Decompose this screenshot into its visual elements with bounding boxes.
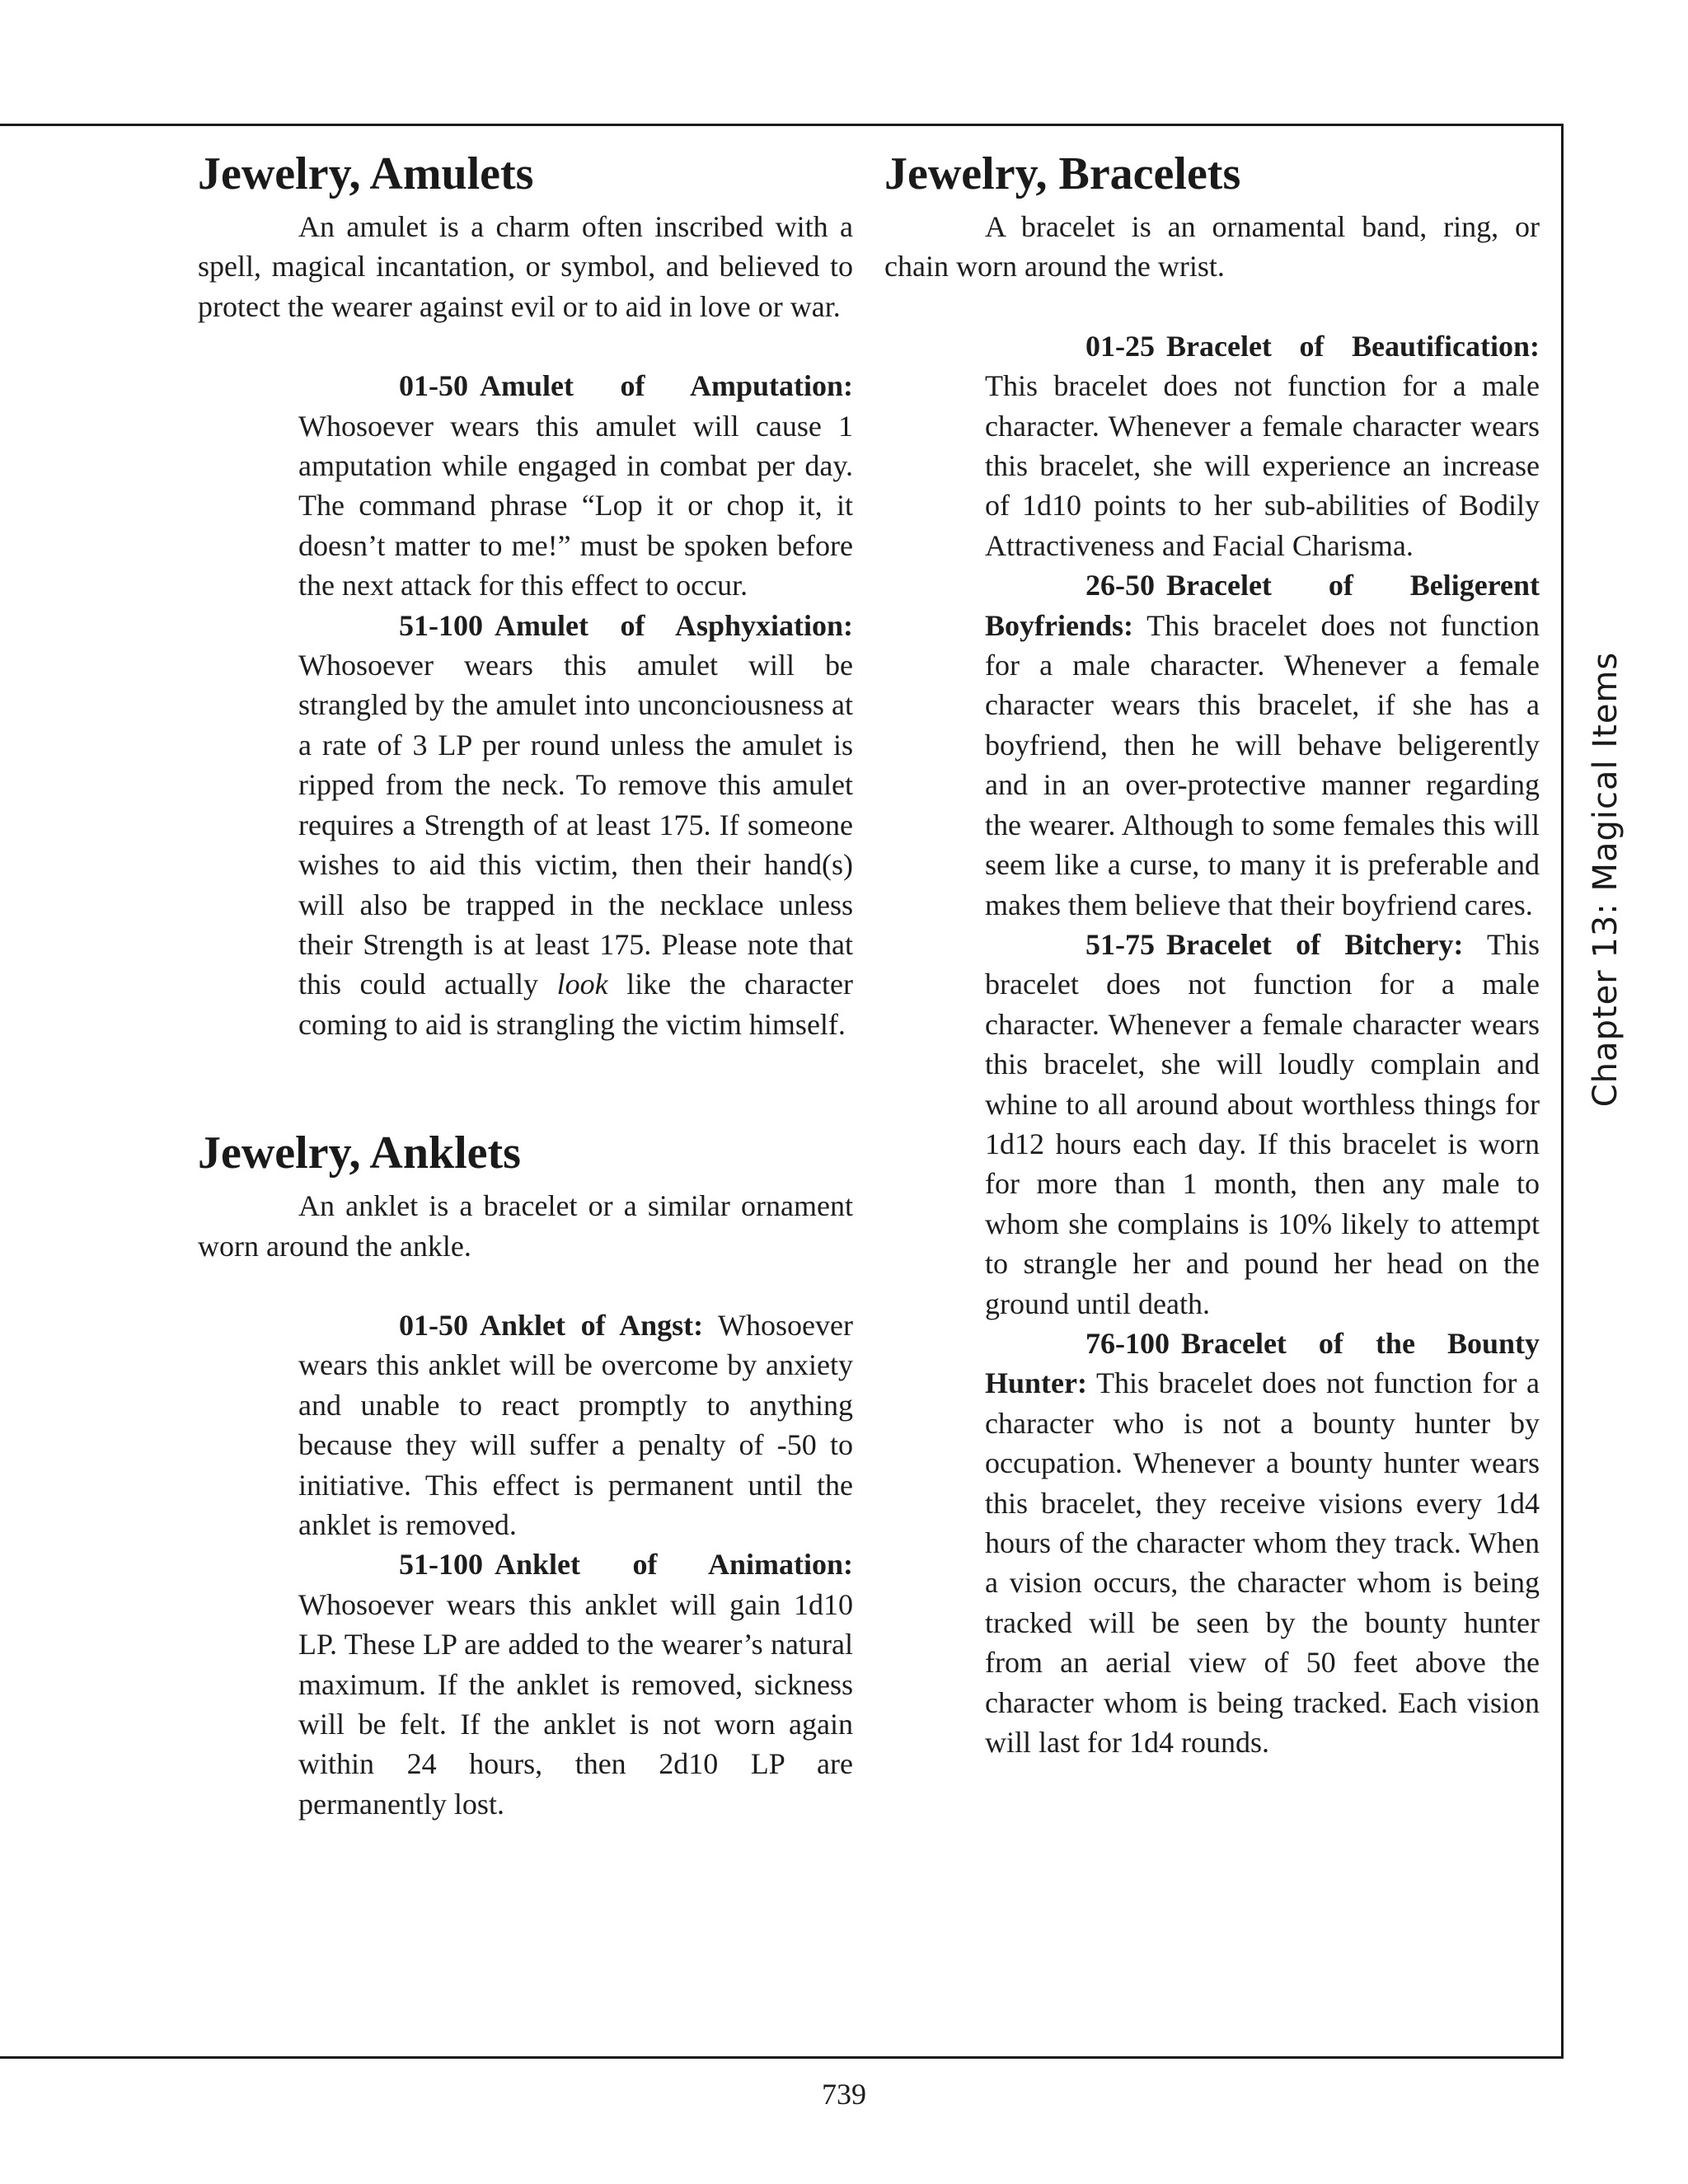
bracelets-section [884,144,1540,1762]
entry-description-continued: like the character coming to aid is strangling the victim himself. [298,968,853,1041]
section-title-bracelets: Jewelry, Bracelets [884,148,1241,199]
entry-roll-range: 01-50 [399,369,468,403]
section-intro-anklets: An anklet is a bracelet or a similar ornament worn around the ankle. [198,1189,853,1263]
entry-description: This bracelet does not function for a male character. Whenever a female character wears this bracelet, she will experience an increase of 1d10 points to her sub-abilities of Bodily Attractiveness and Facial Charisma. [985,369,1540,562]
entry-name: Amulet of Amputation: [480,369,853,403]
entry-description: Whosoever wears this amulet will cause 1 amputation while engaged in combat per day. The command phrase “Lop it or chop it, it doesn’t matter to me!” must be spoken before the next attack for this effect to occur. [298,409,853,602]
entry-bracelet-of-bitchery [985,925,1540,1324]
entry-name: Amulet of Asphyxiation: [495,608,853,642]
entry-description: Whosoever wears this anklet will be overcome by anxiety and unable to react promptly to anything because they will suffer a penalty of -50 to initiative. This effect is permanent until the anklet is removed. [298,1308,853,1541]
entry-emphasis: look [556,968,608,1001]
entry-name: Anklet of Animation: [495,1548,853,1582]
entry-anklet-of-animation [298,1544,853,1824]
entry-description: This bracelet does not function for a male character. Whenever a female character wears this bracelet, she will loudly complain and whine to all around about worthless things for 1d12 hours each day. If this bracelet is worn for more than 1 month, then any male to whom she complains is 10% likely to attempt to strangle her and pound her head on the ground until death. [985,927,1540,1320]
entry-name: Bracelet of Beautification: [1166,329,1540,363]
entry-roll-range: 51-100 [399,608,483,642]
section-title-amulets: Jewelry, Amulets [198,148,534,199]
bracelet-entries [985,326,1540,1763]
right-column [884,144,1540,1762]
page-border-top [0,124,1564,126]
entry-amulet-of-asphyxiation [298,606,853,1044]
entry-roll-range: 51-75 [1085,927,1155,961]
entry-description: This bracelet does not function for a character who is not a bounty hunter by occupation. Whenever a bounty hunter wears this bracelet, they receive visions every 1d4 hours of the character whom they track. When a vision occurs, the character whom is being tracked will be seen by the bounty hunter from an aerial view of 50 feet above the character whom is being tracked. Each vision will last for 1d4 rounds. [985,1366,1540,1760]
entry-roll-range: 01-25 [1085,329,1155,363]
section-title-anklets: Jewelry, Anklets [198,1127,521,1179]
entry-name: Bracelet of Beligerent Boyfriends: [985,569,1540,642]
entry-name: Bracelet of Bitchery: [1166,927,1464,961]
entry-description: This bracelet does not function for a male character. Whenever a female character wears this bracelet, if she has a boyfriend, then he will behave beligerently and in an over-protective manner regarding the wearer. Although to some females this will seem like a curse, to many it is preferable and makes them believe that their boyfriend cares. [985,608,1540,921]
left-column [198,144,853,1824]
section-intro-amulets: An amulet is a charm often inscribed with a spell, magical incantation, or symbol, and believed to protect the wearer against evil or to aid in love or war. [198,210,853,323]
amulet-entries [298,366,853,1044]
page-border-right [1561,124,1564,2059]
entry-description: Whosoever wears this amulet will be strangled by the amulet into unconciousness at a rate of 3 LP per round unless the amulet is ripped from the neck. To remove this amulet requires a Strength of at least 175. If someone wishes to aid this victim, then their hand(s) will also be trapped in the necklace unless their Strength is at least 175. Please note that this could actually [298,649,853,1001]
entry-name: Anklet of Angst: [480,1308,704,1342]
entry-bracelet-of-beligerent-boyfriends [985,565,1540,925]
anklet-entries [298,1305,853,1824]
entry-amulet-of-amputation [298,366,853,605]
entry-anklet-of-angst [298,1305,853,1544]
section-intro-bracelets: A bracelet is an ornamental band, ring, or chain worn around the wrist. [884,210,1540,284]
amulets-section [198,144,853,1044]
entry-description: Whosoever wears this anklet will gain 1d10 LP. These LP are added to the wearer’s natural maximum. If the anklet is removed, sickness will be felt. If the anklet is not worn again within 24 hours, then 2d10 LP are permanently lost. [298,1587,853,1821]
entry-roll-range: 26-50 [1085,569,1155,602]
entry-roll-range: 01-50 [399,1308,468,1342]
entry-roll-range: 51-100 [399,1548,483,1582]
section-spacer [198,1044,853,1123]
anklets-section [198,1123,853,1824]
entry-roll-range: 76-100 [1085,1326,1170,1360]
entry-name: Bracelet of the Bounty Hunter: [985,1326,1540,1400]
page-number: 739 [822,2078,866,2111]
page-border-bottom [0,2056,1564,2059]
entry-bracelet-of-the-bounty-hunter [985,1324,1540,1762]
entry-bracelet-of-beautification [985,326,1540,565]
chapter-title: Chapter 13: Magical Items [1587,651,1625,1108]
